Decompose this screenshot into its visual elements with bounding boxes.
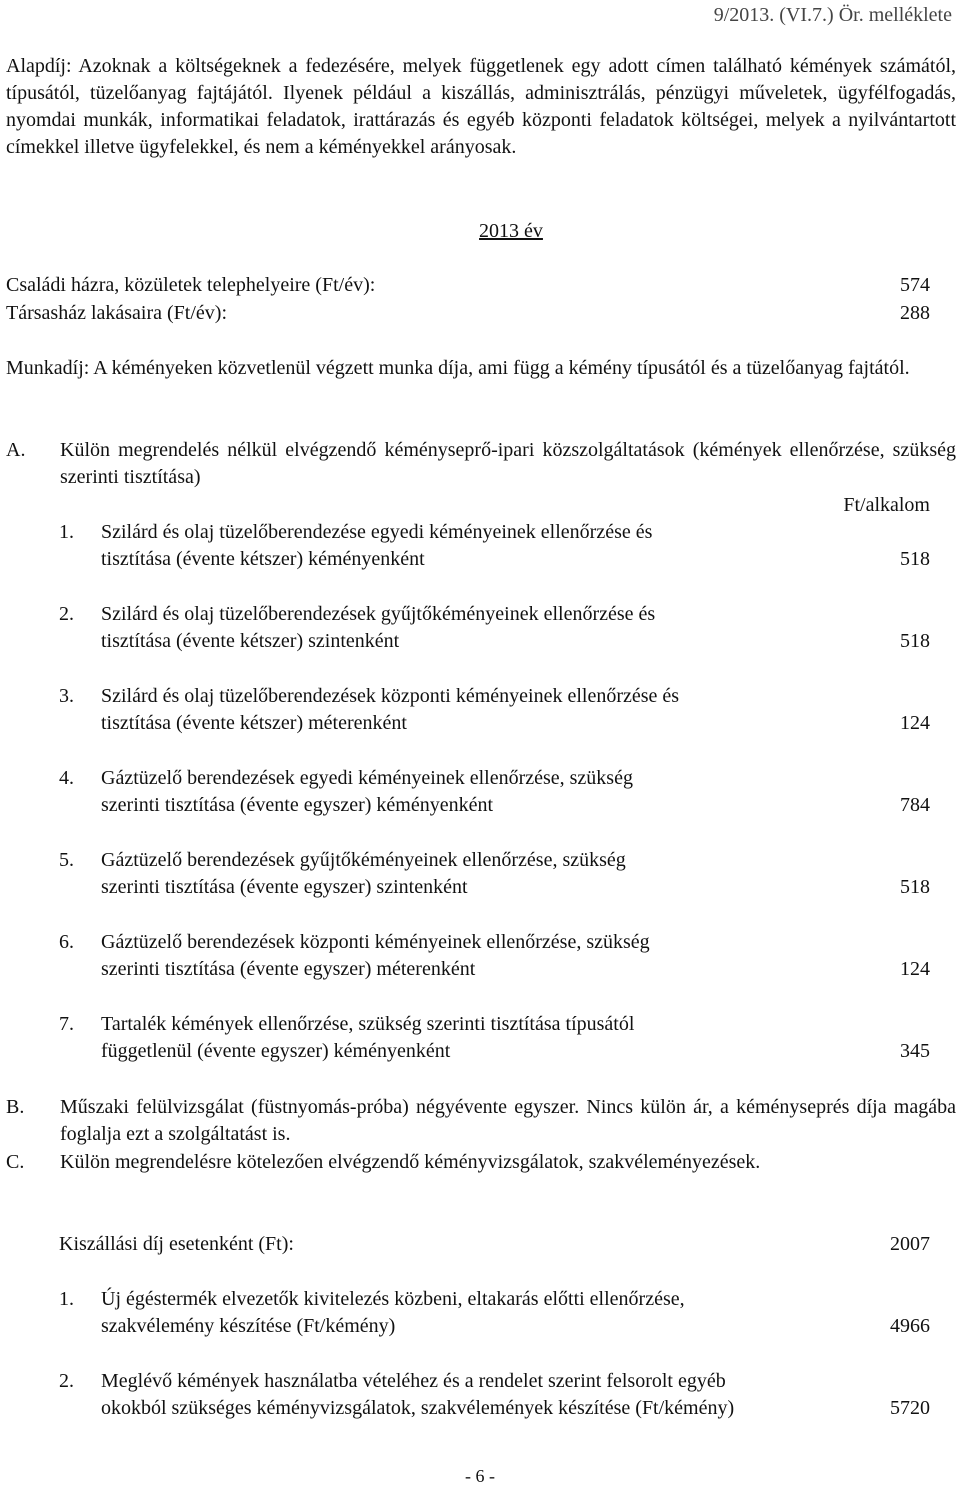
page-number: - 6 -	[465, 1466, 495, 1486]
item-price: 518	[900, 876, 930, 898]
item-text-line: Gáztüzelő berendezések központi kéményeinek ellenőrzése, szükség	[101, 931, 650, 953]
item-price: 5720	[890, 1397, 930, 1419]
item-price: 784	[900, 794, 930, 816]
kiszallasi-label: Kiszállási díj esetenként (Ft):	[59, 1233, 294, 1255]
document-header: 9/2013. (VI.7.) Ör. melléklete	[713, 4, 952, 26]
item-text-line: szakvélemény készítése (Ft/kémény)	[101, 1315, 396, 1337]
item-text-line: szerinti tisztítása (évente egyszer) kéményenként	[101, 794, 494, 816]
item-number: 1.	[59, 1288, 74, 1310]
alapdij-paragraph: Alapdíj: Azoknak a költségeknek a fedezésére, melyek függetlenek egy adott címen található kémények számától, típusától, tüzelőanyag fajtájától. Ilyenek például a kiszállás, adminisztrálás, pénzügyi műveletek, ügyfélfogadás, nyomdai munkák, informatikai feladatok, irattárazás és egyéb központi feladatok költségei, melyek a nyilvántartott címekkel illetve ügyfelekkel, és nem a kéményekkel arányosak.	[6, 55, 956, 158]
item-number: 3.	[59, 685, 74, 707]
item-price: 4966	[890, 1315, 930, 1337]
item-price: 345	[900, 1040, 930, 1062]
munkadij-paragraph: Munkadíj: A kéményeken közvetlenül végzett munka díja, ami függ a kémény típusától és a tüzelőanyag fajtától.	[6, 357, 910, 379]
section-a-heading	[6, 437, 956, 491]
item-number: 6.	[59, 931, 74, 953]
item-text-line: Szilárd és olaj tüzelőberendezések központi kéményeinek ellenőrzése és	[101, 685, 680, 707]
section-letter: A.	[6, 439, 26, 461]
rate-label: Családi házra, közületek telephelyeire (Ft/év):	[6, 274, 376, 296]
kiszallasi-row	[59, 1231, 930, 1258]
section-letter: C.	[6, 1151, 25, 1173]
item-text-line: szerinti tisztítása (évente egyszer) szintenként	[101, 876, 468, 898]
section-text: Műszaki felülvizsgálat (füstnyomás-próba) négyévente egyszer. Nincs külön ár, a kéményseprés díja magába foglalja ezt a szolgáltatást is.	[60, 1096, 956, 1145]
list-item	[59, 519, 930, 573]
section-text: Külön megrendelésre kötelezően elvégzendő kéményvizsgálatok, szakvéleményezések.	[60, 1151, 761, 1173]
item-text-line: függetlenül (évente egyszer) kéményenként	[101, 1040, 451, 1062]
kiszallasi-value: 2007	[890, 1233, 930, 1255]
item-text-line: szerinti tisztítása (évente egyszer) méterenként	[101, 958, 476, 980]
item-text-line: Tartalék kémények ellenőrzése, szükség szerinti tisztítása típusától	[101, 1013, 635, 1035]
item-text-line: Meglévő kémények használatba vételéhez és a rendelet szerint felsorolt egyéb	[101, 1370, 726, 1392]
item-price: 124	[900, 712, 930, 734]
section-letter: B.	[6, 1096, 25, 1118]
rate-label: Társasház lakásaira (Ft/év):	[6, 302, 228, 324]
list-item	[59, 683, 930, 737]
item-number: 2.	[59, 1370, 74, 1392]
item-text-line: Szilárd és olaj tüzelőberendezések gyűjtőkéményeinek ellenőrzése és	[101, 603, 656, 625]
year-heading: 2013 év	[479, 220, 543, 242]
list-item	[59, 601, 930, 655]
item-number: 1.	[59, 521, 74, 543]
item-text-line: Gáztüzelő berendezések egyedi kéményeinek ellenőrzése, szükség	[101, 767, 633, 789]
item-text-line: tisztítása (évente kétszer) szintenként	[101, 630, 400, 652]
section-text: Külön megrendelés nélkül elvégzendő kéményseprő-ipari közszolgáltatások (kémények ellenőrzése, szükség szerinti tisztítása)	[60, 439, 956, 488]
list-item	[59, 929, 930, 983]
rate-row-family-house	[6, 272, 930, 299]
list-item	[59, 847, 930, 901]
unit-label: Ft/alkalom	[843, 494, 930, 516]
item-price: 518	[900, 548, 930, 570]
item-text-line: Gáztüzelő berendezések gyűjtőkéményeinek ellenőrzése, szükség	[101, 849, 626, 871]
item-number: 4.	[59, 767, 74, 789]
rate-value: 288	[900, 302, 930, 324]
item-number: 7.	[59, 1013, 74, 1035]
item-text-line: okokból szükséges kéményvizsgálatok, szakvélemények készítése (Ft/kémény)	[101, 1397, 735, 1419]
item-text-line: tisztítása (évente kétszer) méterenként	[101, 712, 407, 734]
rate-row-condominium	[6, 300, 930, 327]
rate-value: 574	[900, 274, 930, 296]
section-c-heading	[6, 1149, 956, 1176]
list-item	[59, 1368, 930, 1422]
list-item	[59, 765, 930, 819]
item-text-line: tisztítása (évente kétszer) kéményenként	[101, 548, 425, 570]
section-b	[6, 1094, 956, 1148]
item-text-line: Új égéstermék elvezetők kivitelezés közbeni, eltakarás előtti ellenőrzése,	[101, 1288, 685, 1310]
item-text-line: Szilárd és olaj tüzelőberendezése egyedi kéményeinek ellenőrzése és	[101, 521, 653, 543]
item-number: 5.	[59, 849, 74, 871]
list-item	[59, 1286, 930, 1340]
item-price: 518	[900, 630, 930, 652]
item-price: 124	[900, 958, 930, 980]
list-item	[59, 1011, 930, 1065]
item-number: 2.	[59, 603, 74, 625]
